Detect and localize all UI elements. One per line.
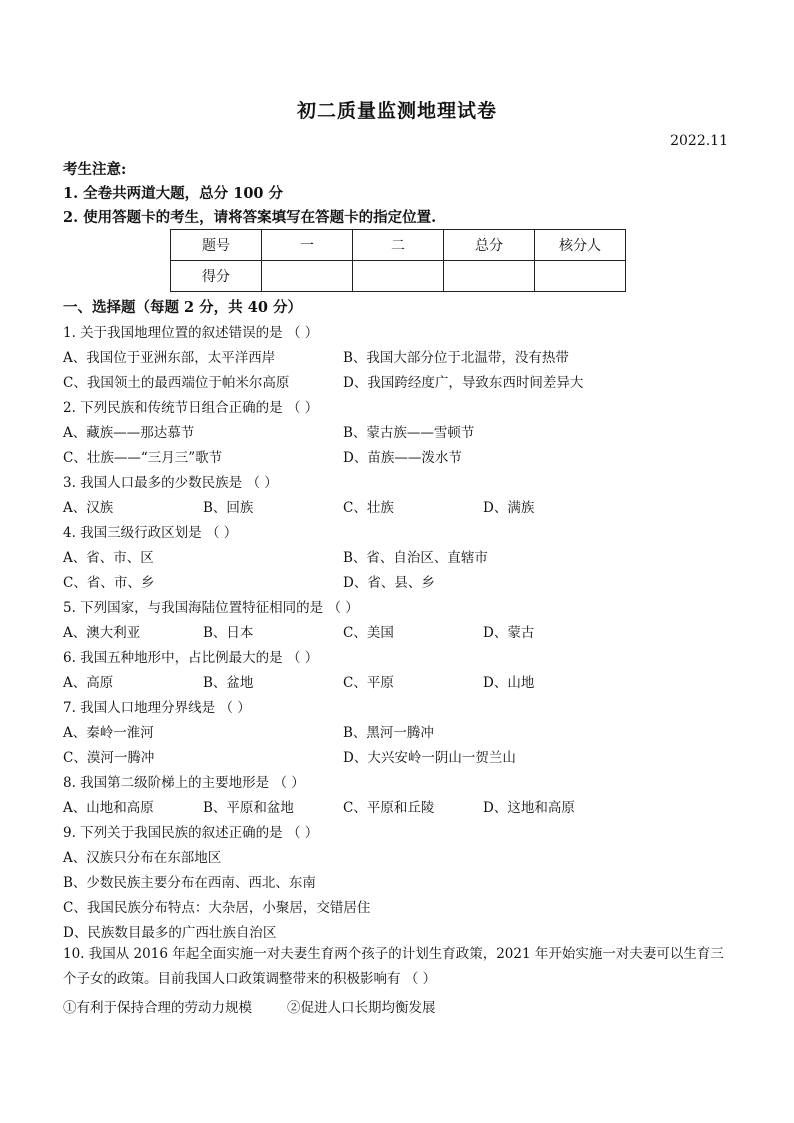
exam-date: 2022.11 <box>670 133 728 149</box>
question-stem: 3. 我国人口最多的少数民族是 （ ） <box>63 475 278 491</box>
option-text: A、我国位于亚洲东部，太平洋西岸 <box>63 350 276 366</box>
option-text: B、回族 <box>203 500 254 516</box>
score-table-cell: 核分人 <box>535 230 626 261</box>
option-text: B、平原和盆地 <box>203 800 294 816</box>
page-title: 初二质量监测地理试卷 <box>296 100 497 122</box>
notice-item: 2. 使用答题卡的考生，请将答案填写在答题卡的指定位置. <box>63 209 437 226</box>
score-table-score-row <box>171 261 626 292</box>
question-stem: 5. 下列国家，与我国海陆位置特征相同的是 （ ） <box>63 600 359 616</box>
option-text: D、这地和高原 <box>483 800 575 816</box>
option-text: A、汉族 <box>63 500 114 516</box>
option-text: D、山地 <box>483 675 535 691</box>
score-table-cell: 题号 <box>171 230 262 261</box>
option-text: C、省、市、乡 <box>63 575 155 591</box>
option-text: C、我国民族分布特点：大杂居，小聚居，交错居住 <box>63 900 371 916</box>
option-text: D、我国跨经度广，导致东西时间差异大 <box>343 375 584 391</box>
question-stem: 2. 下列民族和传统节日组合正确的是 （ ） <box>63 400 319 416</box>
option-text: A、山地和高原 <box>63 800 154 816</box>
option-text: B、黑河一腾冲 <box>343 725 434 741</box>
option-text: B、少数民族主要分布在西南、西北、东南 <box>63 875 316 891</box>
option-text: ②促进人口长期均衡发展 <box>287 1000 436 1016</box>
option-text: D、大兴安岭一阴山一贺兰山 <box>343 750 516 766</box>
notice-item: 1. 全卷共两道大题，总分 100 分 <box>63 185 284 202</box>
question-stem: 1. 关于我国地理位置的叙述错误的是 （ ） <box>63 325 319 341</box>
score-table-cell <box>444 261 535 292</box>
question-stem: 8. 我国第二级阶梯上的主要地形是 （ ） <box>63 775 305 791</box>
question-stem: 10. 我国从 2016 年起全面实施一对夫妻生育两个孩子的计划生育政策，2021 年开始实施一对夫妻可以生育三个子女的政策。目前我国人口政策调整带来的积极影响有 （ ） <box>63 946 724 987</box>
score-table-cell: 得分 <box>171 261 262 292</box>
option-text: A、汉族只分布在东部地区 <box>63 850 222 866</box>
option-text: B、省、自治区、直辖市 <box>343 550 488 566</box>
question-stem: 6. 我国五种地形中，占比例最大的是 （ ） <box>63 650 319 666</box>
option-text: B、盆地 <box>203 675 254 691</box>
score-table-header-row <box>171 230 626 261</box>
notice-heading: 考生注意: <box>63 161 127 178</box>
option-text: B、蒙古族——雪顿节 <box>343 425 475 441</box>
option-text: C、平原和丘陵 <box>343 800 435 816</box>
option-text: A、藏族——那达慕节 <box>63 425 195 441</box>
option-text: ①有利于保持合理的劳动力规模 <box>63 1000 252 1016</box>
score-table-cell: 二 <box>353 230 444 261</box>
option-text: A、澳大利亚 <box>63 625 141 641</box>
option-text: C、我国领土的最西端位于帕米尔高原 <box>63 375 290 391</box>
option-text: B、我国大部分位于北温带，没有热带 <box>343 350 569 366</box>
score-table <box>170 229 626 292</box>
question-stem: 9. 下列关于我国民族的叙述正确的是 （ ） <box>63 825 319 841</box>
option-text: C、壮族 <box>343 500 394 516</box>
score-table-cell <box>262 261 353 292</box>
option-text: D、满族 <box>483 500 535 516</box>
section-title: 一、选择题（每题 2 分，共 40 分） <box>63 299 302 316</box>
option-text: D、省、县、乡 <box>343 575 435 591</box>
option-text: D、民族数目最多的广西壮族自治区 <box>63 925 277 941</box>
option-text: C、漠河一腾冲 <box>63 750 155 766</box>
question-stem: 4. 我国三级行政区划是 （ ） <box>63 525 238 541</box>
option-text: A、高原 <box>63 675 114 691</box>
option-text: C、壮族——“三月三”歌节 <box>63 450 223 466</box>
option-text: A、省、市、区 <box>63 550 154 566</box>
score-table-cell: 一 <box>262 230 353 261</box>
option-text: B、日本 <box>203 625 254 641</box>
option-text: C、美国 <box>343 625 394 641</box>
option-text: C、平原 <box>343 675 394 691</box>
question-stem: 7. 我国人口地理分界线是 （ ） <box>63 700 251 716</box>
score-table-cell: 总分 <box>444 230 535 261</box>
option-text: D、苗族——泼水节 <box>343 450 462 466</box>
option-text: A、秦岭一淮河 <box>63 725 154 741</box>
score-table-cell <box>353 261 444 292</box>
score-table-cell <box>535 261 626 292</box>
option-text: D、蒙古 <box>483 625 535 641</box>
